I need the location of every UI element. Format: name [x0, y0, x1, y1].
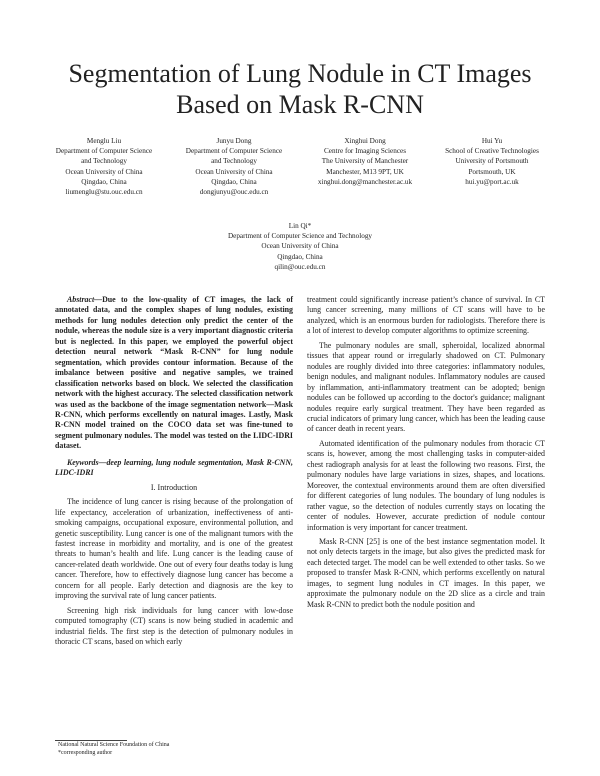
author-org: Ocean University of China — [261, 242, 339, 251]
paragraph: Screening high risk individuals for lung cancer with low-dose computed tomography (CT) scans is now being studied in academic and industrial fields. The first step is the detection of pulmonary nodules in thoracic CT scans, based on which early — [55, 605, 293, 647]
abstract-lead: Abstract— — [67, 295, 103, 304]
author-name: Hui Yu — [481, 137, 503, 145]
author-org: Ocean University of China — [195, 167, 273, 176]
footnotes — [58, 741, 169, 757]
author-block — [164, 136, 304, 197]
paragraph: The incidence of lung cancer is rising because of the prolongation of life expectancy, acceleration of urbanization, ineffectiveness of anti-smoking campaigns, occupational exposure, environmental pollution, and genetic susceptibility. Lung cancer is one of the malignant tumors with the fastest increase in morbidity and mortality, and is one of the greatest threats to human’s health and life. Lung cancer is the leading cause of cancer-related death worldwide. One out of every four deaths today is lung cancer. Therefore, how to effectively diagnose lung cancer has become a concern for all people. Early detection and diagnosis are the key to improving the survival rate of lung cancer patients. — [55, 497, 293, 601]
author-dept: University of Portsmouth — [455, 157, 529, 166]
author-dept: Centre for Imaging Sciences — [323, 147, 407, 156]
abstract — [55, 295, 293, 452]
paragraph: Automated identification of the pulmonary nodules from thoracic CT scans is, however, among the most challenging tasks in computer-aided chest radiograph analysis for at least the following two reasons. First, the pulmonary nodules have large variations in sizes, shapes, and locations. Moreover, the contextual environments around them are often diversified for different categories of lung nodules. The boundary of lung nodules is rather vague, so the detection of nodules currently stays on locating the center of nodules. However, accurate prediction of nodule contour information is very important for cancer treatment. — [307, 438, 545, 532]
section-heading: I. Introduction — [150, 482, 198, 492]
author-dept: and Technology — [211, 157, 257, 166]
author-name: Xinghui Dong — [344, 137, 386, 145]
paragraph: Mask R-CNN [25] is one of the best instance segmentation model. It not only detects targets in the image, but also gives the predicted mask for each detected target. The model can be well extended to other tasks. So we proposed to transfer Mask R-CNN, which performs excellently on natural images, to segment lung nodules in CT images. In this paper, we approximate the pulmonary nodule on the 2D slice as a circle and train Mask R-CNN to predict both the nodule position and — [307, 536, 545, 609]
footnote-funding: National Natural Science Foundation of China — [58, 742, 170, 748]
author-name: Junyu Dong — [216, 137, 252, 145]
author-block — [422, 136, 562, 187]
author-dept: School of Creative Technologies — [445, 147, 539, 156]
author-dept: The University of Manchester — [321, 157, 409, 166]
keywords: Keywords—deep learning, lung nodule segmentation, Mask R-CNN, LIDC-IDRI — [55, 457, 293, 478]
footnote-corresponding: *corresponding author — [58, 750, 113, 756]
author-email: dongjunyu@ouc.edu.cn — [199, 188, 269, 197]
author-email: qilin@ouc.edu.cn — [274, 262, 326, 271]
abstract-text: Due to the low-quality of CT images, the lack of annotated data, and the complex shapes of lung nodules, existing methods for lung nodules detection only predict the center of the nodule, whereas the nodule size is a very important diagnostic criteria but is neglected. In this paper, we employed the powerful object detection neural network “Mask R-CNN” for lung nodule segmentation, which provides contour information. Because of the imbalance between positive and negative samples, we trained classification networks based on block. We selected the classification network with the highest accuracy. The selected classification network was used as the backbone of the image segmentation network—Mask R-CNN, which performs excellently on natural images. Lastly, Mask R-CNN model trained on the COCO data set was fine-tuned to segment pulmonary nodules. The model was tested on the LIDC-IDRI dataset. — [55, 295, 293, 451]
author-city: Qingdao, China — [81, 177, 127, 186]
paragraph: treatment could significantly increase patient’s chance of survival. In CT lung cancer screening, many millions of CT scans will have to be analyzed, which is an enormous burden for radiologists. Therefore there is a lot of interest to develop computer algorithms to optimize screening. — [307, 295, 545, 336]
author-email: hui.yu@port.ac.uk — [465, 177, 519, 186]
author-email: liumenglu@stu.ouc.edu.cn — [65, 188, 143, 197]
author-city: Qingdao, China — [211, 177, 257, 186]
author-dept: Department of Computer Science — [55, 147, 153, 156]
author-name: Lin Qi* — [288, 222, 312, 230]
right-column — [307, 295, 545, 610]
author-org: Manchester, M13 9PT, UK — [326, 167, 404, 176]
paper-title: Segmentation of Lung Nodule in CT Images Based on Mask R-CNN — [68, 59, 532, 119]
author-block-corresponding — [220, 221, 380, 272]
left-column — [55, 295, 293, 648]
author-block — [295, 136, 435, 187]
author-org: Portsmouth, UK — [468, 167, 516, 176]
author-name: Menglu Liu — [86, 137, 122, 145]
paragraph: The pulmonary nodules are small, spheroidal, localized abnormal tissues that appear round or irregularly shadowed on CT. Pulmonary nodules are roughly divided into three categories: inflammatory nodules, benign nodules, and malignant nodules. Inflammatory nodules are caused by inflammation, anti-inflammatory treatment can be adopted; benign nodules can be followed up according to the doctor's guidance; malignant nodules require early surgical treatment. They have been regarded as crucial indicators of primary lung cancer, which has been the leading cause of cancer death in recent years. — [307, 340, 545, 434]
author-org: Ocean University of China — [65, 167, 143, 176]
author-dept: and Technology — [81, 157, 127, 166]
author-block — [34, 136, 174, 197]
author-dept: Department of Computer Science — [185, 147, 283, 156]
author-email: xinghui.dong@manchester.ac.uk — [317, 177, 413, 186]
author-city: Qingdao, China — [277, 252, 323, 261]
author-dept: Department of Computer Science and Technology — [227, 232, 373, 241]
